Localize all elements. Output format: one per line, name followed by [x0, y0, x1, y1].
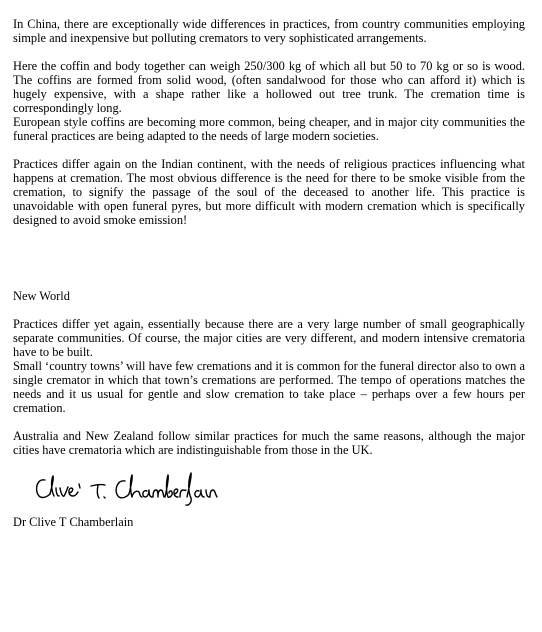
handwritten-signature	[33, 470, 223, 510]
paragraph-china: In China, there are exceptionally wide differences in practices, from country communities employing simple and inexpensive but polluting cremators to very sophisticated arrangements.	[13, 17, 525, 45]
paragraph-spacer	[13, 143, 525, 157]
paragraph-spacer	[13, 303, 525, 317]
paragraph-new-world-1: Practices differ yet again, essentially because there are a very large number of small geographically separate communities. Of course, the major cities are very different, and modern intensive crematoria have to be built.	[13, 317, 525, 359]
signatory-name: Dr Clive T Chamberlain	[13, 515, 134, 529]
paragraph-australia: Australia and New Zealand follow similar practices for much the same reasons, although the major cities have crematoria which are indistinguishable from those in the UK.	[13, 429, 525, 457]
paragraph-spacer	[13, 415, 525, 429]
section-spacer	[13, 227, 525, 289]
paragraph-india: Practices differ again on the Indian continent, with the needs of religious practices influencing what happens at cremation. The most obvious difference is the need for there to be smoke visible from the cremation, to signify the passage of the soul of the deceased to another life. This practice is unavoidable with open funeral pyres, but more difficult with modern cremation which is specifically designed to avoid smoke emission!	[13, 157, 525, 227]
paragraph-spacer	[13, 45, 525, 59]
document-page	[13, 17, 525, 529]
section-heading-new-world: New World	[13, 289, 70, 303]
paragraph-european: European style coffins are becoming more common, being cheaper, and in major city communities the funeral practices are being adapted to the needs of large modern societies.	[13, 115, 525, 143]
paragraph-new-world-2: Small ‘country towns’ will have few cremations and it is common for the funeral director also to own a single cremator in which that town’s cremations are performed. The tempo of operations matches the needs and it us usual for gentle and slow cremation to take place – perhaps over a few hours per cremation.	[13, 359, 525, 415]
paragraph-coffin: Here the coffin and body together can weigh 250/300 kg of which all but 50 to 70 kg or so is wood. The coffins are formed from solid wood, (often sandalwood for those who can afford it) which is hugely expensive, with a shape rather like a hollowed out tree trunk. The cremation time is correspondingly long.	[13, 59, 525, 115]
